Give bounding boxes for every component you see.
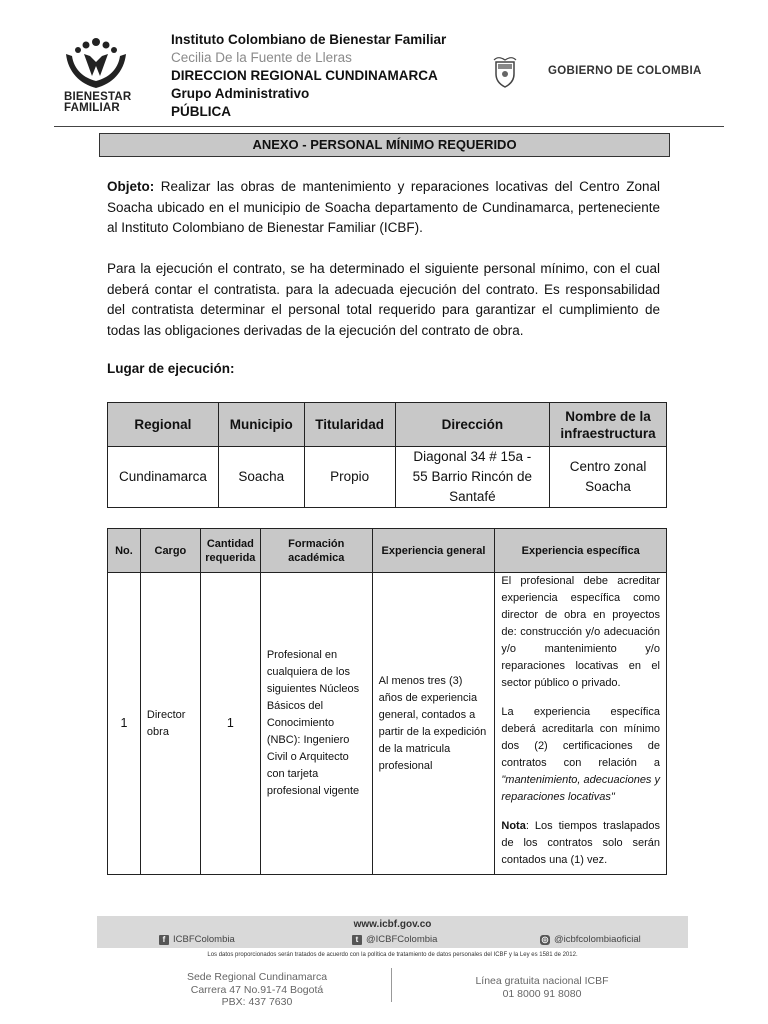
cell-direccion: Diagonal 34 # 15a - 55 Barrio Rincón de Santafé: [395, 447, 550, 508]
linea-line1: Línea gratuita nacional ICBF: [475, 975, 609, 987]
header-formacion: Formación académica: [260, 529, 372, 573]
page-footer: [97, 916, 688, 1016]
footer-divider: [391, 968, 392, 1002]
footer-url[interactable]: www.icbf.gov.co: [353, 919, 432, 930]
header-block: [171, 31, 446, 121]
regional-name: DIRECCION REGIONAL CUNDINAMARCA: [171, 68, 438, 83]
privacy-note: Los datos proporcionados serán tratados de acuerdo con la política de tratamiento de datos personales del ICBF y la Ley es 1581 de 2012.: [207, 952, 578, 958]
footer-twitter[interactable]: [352, 934, 437, 945]
especifica-p2-quote: "mantenimiento, adecuaciones y reparaciones locativas": [501, 774, 660, 803]
personal-paragraph: Para la ejecución el contrato, se ha determinado el siguiente personal mínimo, con el cual deberá contar el contratista. para la adecuada ejecución del contrato. Es responsabilidad del contratista determinar el personal total requerido para garantizar el cumplimiento de todas las obligaciones derivadas de la ejecución del contrato de obra.: [107, 261, 660, 338]
cell-experiencia-general: Al menos tres (3) años de experiencia general, contados a partir de la expedición de la matricula profesional: [372, 573, 495, 875]
header-divider: [54, 126, 724, 127]
especifica-p2-text: La experiencia específica deberá acreditarla con mínimo dos (2) certificaciones de contratos con relación a: [501, 706, 660, 769]
coat-of-arms-icon: [492, 56, 518, 88]
facebook-handle: ICBFColombia: [173, 934, 235, 945]
header-nombre-infraestructura: Nombre de la infraestructura: [550, 403, 667, 447]
twitter-icon: t: [352, 935, 362, 945]
annex-title: ANEXO - PERSONAL MÍNIMO REQUERIDO: [99, 133, 670, 157]
especifica-nota: [501, 818, 660, 869]
linea-line2: 01 8000 91 8080: [502, 987, 582, 1000]
nota-text: : Los tiempos traslapados de los contratos solo serán contados una (1) vez.: [501, 820, 660, 866]
sede-line1: Sede Regional Cundinamarca: [186, 971, 328, 983]
sede-block: [157, 971, 357, 1009]
especifica-p2: [501, 704, 660, 806]
cell-cargo: Director obra: [140, 573, 200, 875]
classification: PÚBLICA: [171, 104, 231, 119]
cell-formacion: Profesional en cualquiera de los siguientes Núcleos Básicos del Conocimiento (NBC): Ingeniero Civil o Arquitecto con tarjeta profesional vigente: [260, 573, 372, 875]
cell-titularidad: Propio: [304, 447, 395, 508]
logo-wordmark: [64, 92, 134, 114]
sede-line2: Carrera 47 No.91-74 Bogotá: [190, 983, 324, 996]
objeto-text: Realizar las obras de mantenimiento y reparaciones locativas del Centro Zonal Soacha ubicado en el municipio de Soacha departamento de Cundinamarca, perteneciente al Instituto Colombiano de Bienestar Familiar (ICBF).: [107, 179, 660, 235]
objeto-label: Objeto:: [107, 179, 155, 194]
cell-cantidad: 1: [200, 573, 260, 875]
sede-line3: PBX: 437 7630: [221, 996, 293, 1008]
location-table: [107, 402, 667, 508]
especifica-p1: El profesional debe acreditar experiencia específica como director de obra en proyectos de: construcción y/o adecuación y/o mantenimiento y/o reparaciones locativas en el sector público o privado.: [501, 575, 660, 689]
family-icon: [62, 36, 130, 92]
table-header-row: [108, 403, 667, 447]
header-experiencia-especifica: Experiencia específica: [495, 529, 667, 573]
header-direccion: Dirección: [395, 403, 550, 447]
header-cantidad: Cantidad requerida: [200, 529, 260, 573]
cell-nombre: Centro zonal Soacha: [550, 447, 667, 508]
header-no: No.: [108, 529, 141, 573]
cell-municipio: Soacha: [218, 447, 304, 508]
lugar-heading: Lugar de ejecución:: [107, 361, 235, 376]
personnel-table: [107, 528, 667, 875]
government-label: GOBIERNO DE COLOMBIA: [548, 65, 702, 77]
twitter-handle: @ICBFColombia: [366, 934, 438, 945]
header-cargo: Cargo: [140, 529, 200, 573]
cell-no: 1: [108, 573, 141, 875]
logo-text-line1: BIENESTAR: [64, 91, 132, 103]
cell-regional: Cundinamarca: [108, 447, 219, 508]
linea-block: [437, 975, 647, 1000]
header-municipio: Municipio: [218, 403, 304, 447]
footer-facebook[interactable]: [159, 934, 235, 945]
instagram-handle: @icbfcolombiaoficial: [554, 934, 641, 945]
header-experiencia-general: Experiencia general: [372, 529, 495, 573]
footer-instagram[interactable]: [540, 934, 641, 945]
group-name: Grupo Administrativo: [171, 86, 310, 101]
table-header-row: [108, 529, 667, 573]
instagram-icon: ◎: [541, 934, 549, 944]
nota-label: Nota: [501, 820, 526, 832]
header-titularidad: Titularidad: [304, 403, 395, 447]
org-name: Instituto Colombiano de Bienestar Familiar: [171, 32, 447, 47]
objeto-paragraph: [107, 177, 660, 239]
director-name: Cecilia De la Fuente de Lleras: [171, 50, 352, 65]
table-row: [108, 447, 667, 508]
logo-text-line2: FAMILIAR: [64, 102, 120, 114]
facebook-icon: f: [159, 935, 169, 945]
cell-experiencia-especifica: [495, 573, 667, 875]
table-row: [108, 573, 667, 875]
header-regional: Regional: [108, 403, 219, 447]
